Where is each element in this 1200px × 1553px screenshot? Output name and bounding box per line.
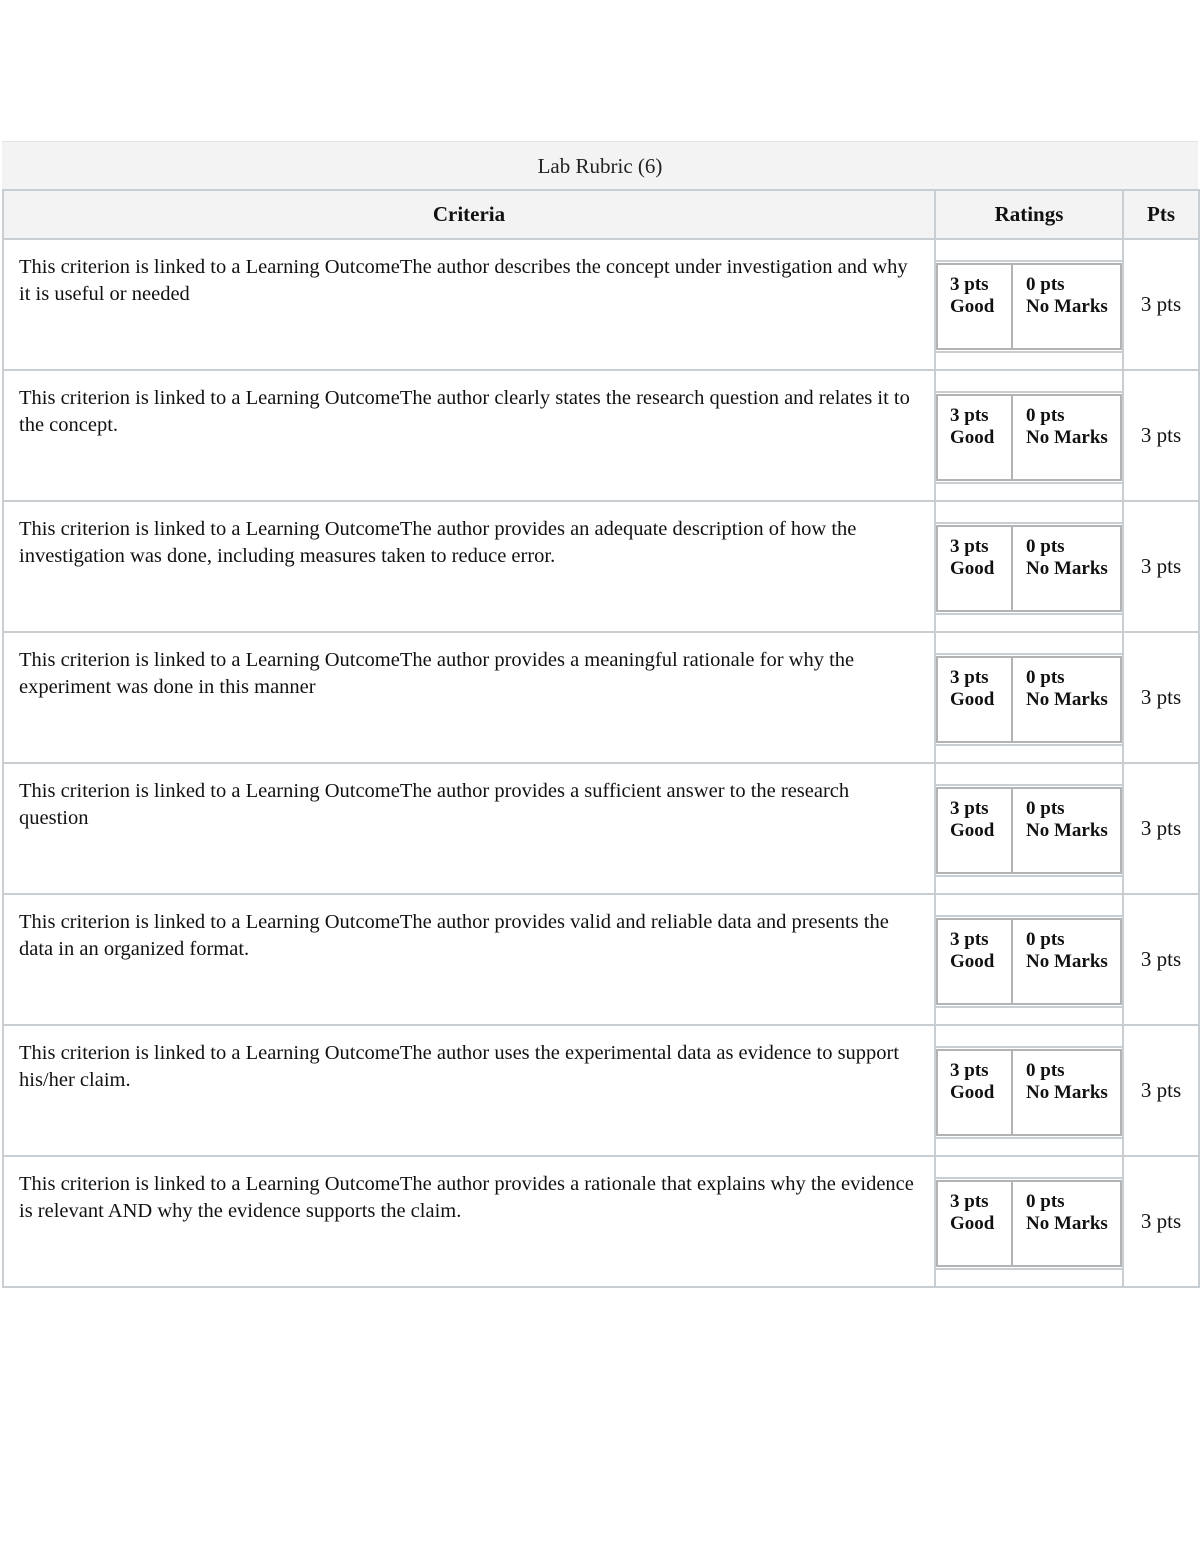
rating-good — [938, 265, 1013, 348]
ratings-cell — [935, 632, 1123, 763]
table-row — [3, 763, 1199, 894]
criteria-header: Criteria — [3, 190, 935, 239]
ratings-cell — [935, 1025, 1123, 1156]
pts-header: Pts — [1123, 190, 1199, 239]
rubric-table — [2, 189, 1200, 1288]
rating-no-marks — [1013, 920, 1120, 1003]
rating-good — [938, 396, 1013, 479]
ratings-cell — [935, 1156, 1123, 1287]
rating-no-marks — [1013, 396, 1120, 479]
criterion-description: This criterion is linked to a Learning OutcomeThe author provides a sufficient answer to the research question — [3, 763, 935, 894]
criterion-points: 3 pts — [1123, 632, 1199, 763]
rating-label: Good — [950, 558, 995, 579]
ratings-group — [936, 1049, 1122, 1136]
criterion-points: 3 pts — [1123, 763, 1199, 894]
ratings-group — [936, 263, 1122, 350]
rating-label: Good — [950, 1082, 995, 1103]
rating-points: 0 pts — [1026, 1060, 1065, 1081]
criterion-description: This criterion is linked to a Learning OutcomeThe author provides an adequate description of how the investigation was done, including measures taken to reduce error. — [3, 501, 935, 632]
rating-no-marks — [1013, 1051, 1120, 1134]
table-row — [3, 239, 1199, 370]
ratings-box — [936, 784, 1122, 877]
table-row — [3, 894, 1199, 1025]
rating-label: No Marks — [1026, 427, 1108, 448]
ratings-box — [936, 915, 1122, 1008]
rating-good — [938, 920, 1013, 1003]
ratings-group — [936, 656, 1122, 743]
criterion-points: 3 pts — [1123, 1156, 1199, 1287]
rating-label: No Marks — [1026, 820, 1108, 841]
ratings-header: Ratings — [935, 190, 1123, 239]
rubric-title: Lab Rubric (6) — [2, 141, 1198, 189]
table-row — [3, 370, 1199, 501]
rating-label: Good — [950, 1213, 995, 1234]
criterion-description: This criterion is linked to a Learning OutcomeThe author provides valid and reliable data and presents the data in an organized format. — [3, 894, 935, 1025]
rating-points: 0 pts — [1026, 798, 1065, 819]
criterion-description: This criterion is linked to a Learning OutcomeThe author provides a meaningful rationale for why the experiment was done in this manner — [3, 632, 935, 763]
rating-label: No Marks — [1026, 689, 1108, 710]
ratings-group — [936, 918, 1122, 1005]
rating-label: Good — [950, 427, 995, 448]
rating-good — [938, 527, 1013, 610]
ratings-group — [936, 787, 1122, 874]
rating-no-marks — [1013, 789, 1120, 872]
ratings-cell — [935, 501, 1123, 632]
header-row — [3, 190, 1199, 239]
rating-points: 0 pts — [1026, 667, 1065, 688]
ratings-box — [936, 260, 1122, 353]
rating-points: 0 pts — [1026, 536, 1065, 557]
rating-no-marks — [1013, 1182, 1120, 1265]
rating-no-marks — [1013, 658, 1120, 741]
rating-points: 3 pts — [950, 274, 989, 295]
criterion-description: This criterion is linked to a Learning OutcomeThe author uses the experimental data as evidence to support his/her claim. — [3, 1025, 935, 1156]
rating-good — [938, 1051, 1013, 1134]
ratings-cell — [935, 894, 1123, 1025]
ratings-cell — [935, 370, 1123, 501]
ratings-box — [936, 1177, 1122, 1270]
ratings-cell — [935, 239, 1123, 370]
criterion-description: This criterion is linked to a Learning OutcomeThe author describes the concept under investigation and why it is useful or needed — [3, 239, 935, 370]
criterion-points: 3 pts — [1123, 1025, 1199, 1156]
rating-points: 3 pts — [950, 667, 989, 688]
rating-label: Good — [950, 689, 995, 710]
ratings-group — [936, 394, 1122, 481]
rating-points: 0 pts — [1026, 1191, 1065, 1212]
rating-points: 3 pts — [950, 536, 989, 557]
criterion-points: 3 pts — [1123, 894, 1199, 1025]
table-row — [3, 1156, 1199, 1287]
rating-points: 3 pts — [950, 1191, 989, 1212]
rating-label: No Marks — [1026, 1213, 1108, 1234]
rating-points: 3 pts — [950, 798, 989, 819]
ratings-box — [936, 391, 1122, 484]
table-row — [3, 501, 1199, 632]
rating-label: No Marks — [1026, 558, 1108, 579]
rating-label: Good — [950, 296, 995, 317]
criterion-points: 3 pts — [1123, 370, 1199, 501]
rubric-body — [3, 239, 1199, 1287]
table-row — [3, 1025, 1199, 1156]
rating-no-marks — [1013, 265, 1120, 348]
rating-no-marks — [1013, 527, 1120, 610]
ratings-group — [936, 1180, 1122, 1267]
criterion-description: This criterion is linked to a Learning OutcomeThe author provides a rationale that explains why the evidence is relevant AND why the evidence supports the claim. — [3, 1156, 935, 1287]
rating-label: No Marks — [1026, 296, 1108, 317]
ratings-cell — [935, 763, 1123, 894]
rating-label: Good — [950, 951, 995, 972]
rating-points: 0 pts — [1026, 274, 1065, 295]
criterion-points: 3 pts — [1123, 239, 1199, 370]
rating-points: 3 pts — [950, 1060, 989, 1081]
ratings-group — [936, 525, 1122, 612]
ratings-box — [936, 653, 1122, 746]
rating-good — [938, 1182, 1013, 1265]
ratings-box — [936, 522, 1122, 615]
rating-good — [938, 658, 1013, 741]
rating-good — [938, 789, 1013, 872]
rating-points: 0 pts — [1026, 405, 1065, 426]
criterion-description: This criterion is linked to a Learning OutcomeThe author clearly states the research question and relates it to the concept. — [3, 370, 935, 501]
rating-points: 3 pts — [950, 929, 989, 950]
rating-points: 3 pts — [950, 405, 989, 426]
rating-label: Good — [950, 820, 995, 841]
rating-label: No Marks — [1026, 951, 1108, 972]
table-row — [3, 632, 1199, 763]
rating-points: 0 pts — [1026, 929, 1065, 950]
ratings-box — [936, 1046, 1122, 1139]
criterion-points: 3 pts — [1123, 501, 1199, 632]
rating-label: No Marks — [1026, 1082, 1108, 1103]
rubric — [2, 141, 1198, 1288]
